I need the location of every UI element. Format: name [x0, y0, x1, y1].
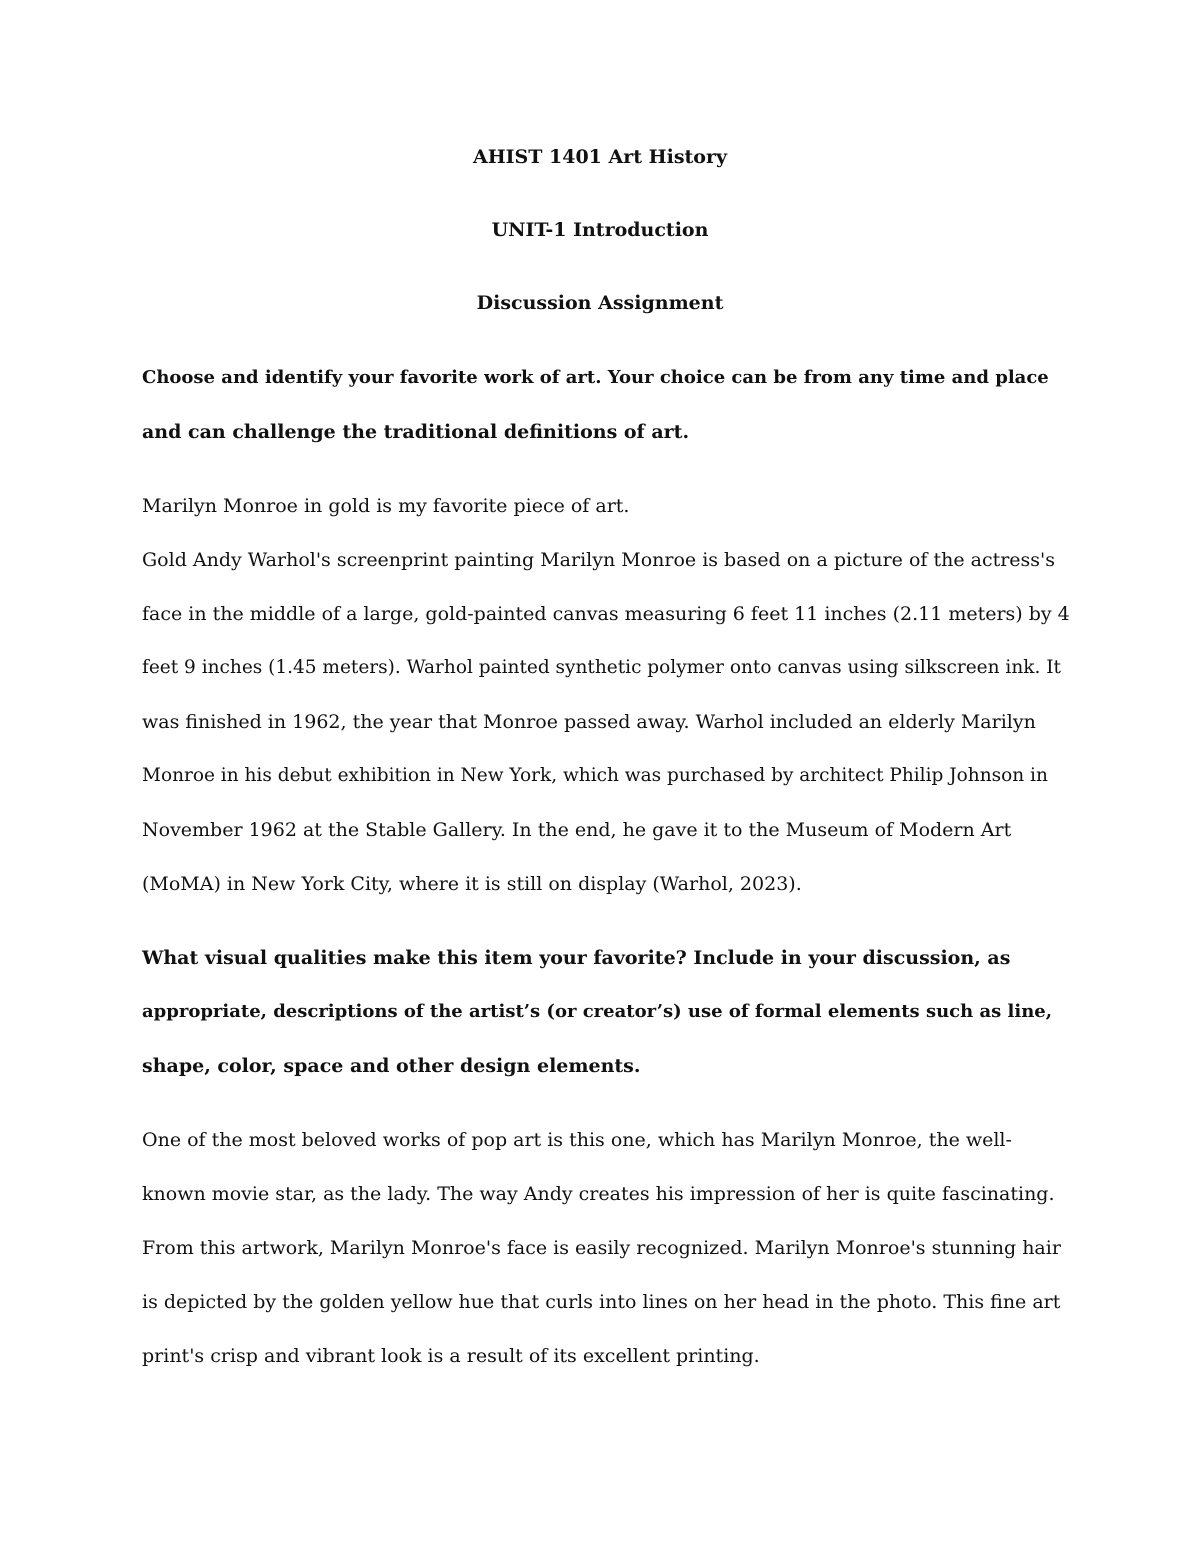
unit-title: UNIT-1 Introduction	[491, 219, 709, 241]
answer-2-line: is depicted by the golden yellow hue that curls into lines on her head in the photo. This fine art	[142, 1291, 1061, 1313]
assignment-title: Discussion Assignment	[476, 292, 724, 314]
question-2-line: shape, color, space and other design elements.	[142, 1055, 641, 1077]
question-2-line: appropriate, descriptions of the artist’s (or creator’s) use of formal elements such as line,	[142, 1001, 1053, 1022]
answer-1-line: Monroe in his debut exhibition in New York, which was purchased by architect Philip Johnson in	[142, 765, 1048, 786]
question-1-line: and can challenge the traditional definitions of art.	[142, 421, 690, 443]
question-2-line: What visual qualities make this item your favorite? Include in your discussion, as	[142, 947, 1011, 969]
answer-1-line: Marilyn Monroe in gold is my favorite piece of art.	[142, 495, 630, 517]
answer-1-line: was finished in 1962, the year that Monroe passed away. Warhol included an elderly Marilyn	[142, 711, 1036, 733]
answer-2-line: One of the most beloved works of pop art is this one, which has Marilyn Monroe, the well-	[142, 1129, 1012, 1151]
answer-2-line: known movie star, as the lady. The way Andy creates his impression of her is quite fascinating.	[142, 1183, 1055, 1205]
answer-1-line: feet 9 inches (1.45 meters). Warhol painted synthetic polymer onto canvas using silkscreen ink. It	[142, 657, 1061, 678]
answer-1-line: (MoMA) in New York City, where it is still on display (Warhol, 2023).	[142, 873, 802, 895]
answer-2-line: From this artwork, Marilyn Monroe's face is easily recognized. Marilyn Monroe's stunning hair	[142, 1237, 1061, 1259]
answer-2-line: print's crisp and vibrant look is a result of its excellent printing.	[142, 1345, 760, 1367]
course-title: AHIST 1401 Art History	[472, 146, 728, 168]
answer-1-line: November 1962 at the Stable Gallery. In the end, he gave it to the Museum of Modern Art	[142, 819, 1012, 841]
answer-1-line: Gold Andy Warhol's screenprint painting Marilyn Monroe is based on a picture of the actress's	[142, 549, 1056, 571]
answer-1-line: face in the middle of a large, gold-painted canvas measuring 6 feet 11 inches (2.11 meters) by 4	[142, 603, 1070, 625]
question-1-line: Choose and identify your favorite work of art. Your choice can be from any time and place	[142, 367, 1049, 388]
